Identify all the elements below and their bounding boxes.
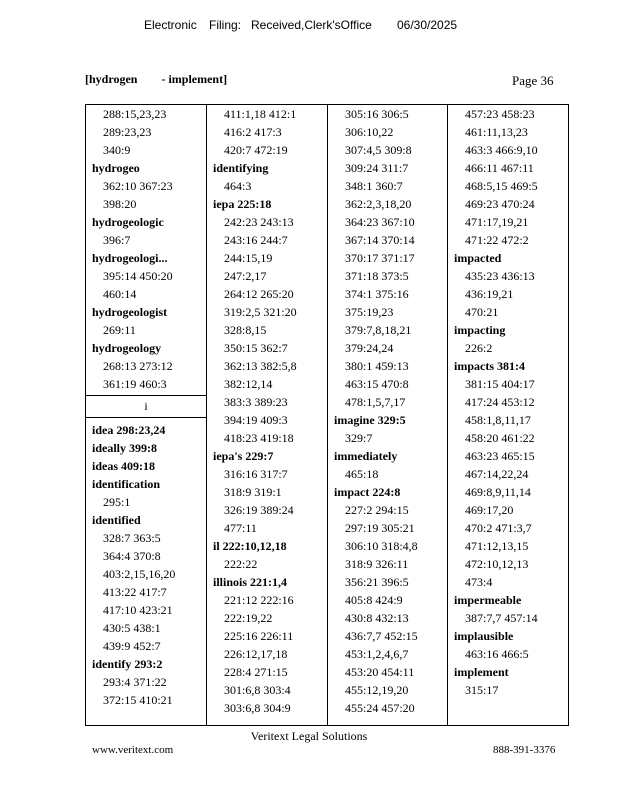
page-line-reference: 403:2,15,16,20	[103, 567, 176, 581]
page-line-reference: 435:23 436:13	[465, 269, 535, 283]
page-line-reference: 430:8 432:13	[345, 611, 409, 625]
page-number: Page 36	[512, 73, 554, 88]
page-line-reference: 289:23,23	[103, 125, 152, 139]
page-line-reference: 364:4 370:8	[103, 549, 161, 563]
index-term: impacts 381:4	[454, 359, 525, 373]
word-index-table	[85, 104, 569, 726]
page-line-reference: 228:4 271:15	[224, 665, 288, 679]
page-line-reference: 469:8,9,11,14	[465, 485, 531, 499]
page-line-reference: 463:3 466:9,10	[465, 143, 538, 157]
page-line-reference: 264:12 265:20	[224, 287, 294, 301]
page-line-reference: 439:9 452:7	[103, 639, 161, 653]
index-term: iepa 225:18	[213, 197, 272, 211]
page-line-reference: 301:6,8 303:4	[224, 683, 291, 697]
page-line-reference: 329:7	[345, 431, 373, 445]
page-line-reference: 382:12,14	[224, 377, 273, 391]
page-line-reference: 472:10,12,13	[465, 557, 529, 571]
page-line-reference: 469:23 470:24	[465, 197, 535, 211]
page-line-reference: 364:23 367:10	[345, 215, 415, 229]
page-line-reference: 468:5,15 469:5	[465, 179, 538, 193]
page-line-reference: 467:14,22,24	[465, 467, 529, 481]
page-line-reference: 243:16 244:7	[224, 233, 288, 247]
page-line-reference: 306:10,22	[345, 125, 394, 139]
page-line-reference: 417:24 453:12	[465, 395, 535, 409]
page-line-reference: 471:22 472:2	[465, 233, 529, 247]
page-line-reference: 247:2,17	[224, 269, 267, 283]
page-line-reference: 361:19 460:3	[103, 377, 167, 391]
page-line-reference: 380:1 459:13	[345, 359, 409, 373]
page-line-reference: 328:7 363:5	[103, 531, 161, 545]
page-line-reference: 469:17,20	[465, 503, 514, 517]
index-term: identification	[92, 477, 160, 491]
index-column-1	[86, 105, 206, 725]
index-term: impermeable	[454, 593, 522, 607]
page-line-reference: 318:9 319:1	[224, 485, 282, 499]
page-line-reference: 381:15 404:17	[465, 377, 535, 391]
page-line-reference: 394:19 409:3	[224, 413, 288, 427]
page-line-reference: 315:17	[465, 683, 499, 697]
page-line-reference: 478:1,5,7,17	[345, 395, 406, 409]
stamp-electronic: Electronic	[144, 18, 197, 32]
index-term: identifying	[213, 161, 269, 175]
page-line-reference: 416:2 417:3	[224, 125, 282, 139]
page-line-reference: 464:3	[224, 179, 252, 193]
index-term: identify 293:2	[92, 657, 163, 671]
footer-phone: 888-391-3376	[493, 744, 556, 756]
page-line-reference: 436:7,7 452:15	[345, 629, 418, 643]
page-line-reference: 461:11,13,23	[465, 125, 528, 139]
page-line-reference: 362:10 367:23	[103, 179, 173, 193]
index-column-3	[327, 105, 447, 725]
page-line-reference: 463:16 466:5	[465, 647, 529, 661]
page-line-reference: 466:11 467:11	[465, 161, 534, 175]
page-line-reference: 463:15 470:8	[345, 377, 409, 391]
page-line-reference: 430:5 438:1	[103, 621, 161, 635]
footer-website: www.veritext.com	[92, 744, 174, 756]
index-term: impacting	[454, 323, 506, 337]
page-line-reference: 418:23 419:18	[224, 431, 294, 445]
page-line-reference: 319:2,5 321:20	[224, 305, 297, 319]
page-line-reference: 225:16 226:11	[224, 629, 294, 643]
index-term: imagine 329:5	[334, 413, 406, 427]
page-line-reference: 379:7,8,18,21	[345, 323, 412, 337]
page-line-reference: 222:19,22	[224, 611, 273, 625]
page-line-reference: 318:9 326:11	[345, 557, 409, 571]
page-line-reference: 370:17 371:17	[345, 251, 415, 265]
page-line-reference: 411:1,18 412:1	[224, 107, 297, 121]
page-line-reference: 374:1 375:16	[345, 287, 409, 301]
index-term: hydrogeo	[92, 161, 140, 175]
page-line-reference: 367:14 370:14	[345, 233, 415, 247]
page-line-reference: 458:1,8,11,17	[465, 413, 531, 427]
page-line-reference: 293:4 371:22	[103, 675, 167, 689]
index-term: ideally 399:8	[92, 441, 157, 455]
index-term: hydrogeologic	[92, 215, 164, 229]
page-line-reference: 242:23 243:13	[224, 215, 294, 229]
index-term: hydrogeologist	[92, 305, 168, 319]
page-line-reference: 453:1,2,4,6,7	[345, 647, 409, 661]
stamp-date: 06/30/2025	[397, 18, 458, 32]
page-line-reference: 306:10 318:4,8	[345, 539, 418, 553]
page-line-reference: 221:12 222:16	[224, 593, 294, 607]
section-letter: i	[86, 395, 206, 418]
page-line-reference: 460:14	[103, 287, 137, 301]
index-term: idea 298:23,24	[92, 423, 166, 437]
page-line-reference: 473:4	[465, 575, 493, 589]
stamp-filing: Filing:	[209, 18, 242, 32]
page-line-reference: 269:11	[103, 323, 136, 337]
page-line-reference: 362:13 382:5,8	[224, 359, 297, 373]
index-term: implausible	[454, 629, 514, 643]
page-line-reference: 226:2	[465, 341, 493, 355]
page-line-reference: 375:19,23	[345, 305, 394, 319]
index-term: implement	[454, 665, 509, 679]
page-line-reference: 455:24 457:20	[345, 701, 415, 715]
page-line-reference: 288:15,23,23	[103, 107, 167, 121]
page-line-reference: 326:19 389:24	[224, 503, 294, 517]
page-line-reference: 372:15 410:21	[103, 693, 173, 707]
page-line-reference: 362:2,3,18,20	[345, 197, 412, 211]
page-line-reference: 396:7	[103, 233, 131, 247]
page-line-reference: 387:7,7 457:14	[465, 611, 538, 625]
page-line-reference: 303:6,8 304:9	[224, 701, 291, 715]
page-line-reference: 398:20	[103, 197, 137, 211]
page-line-reference: 309:24 311:7	[345, 161, 409, 175]
index-term: illinois 221:1,4	[213, 575, 288, 589]
electronic-filing-stamp	[0, 18, 618, 38]
page-line-reference: 328:8,15	[224, 323, 267, 337]
page-line-reference: 436:19,21	[465, 287, 514, 301]
page-line-reference: 297:19 305:21	[345, 521, 415, 535]
page-line-reference: 222:22	[224, 557, 258, 571]
index-term: il 222:10,12,18	[213, 539, 287, 553]
footer-company: Veritext Legal Solutions	[250, 729, 368, 743]
stamp-received: Received,Clerk'sOffice	[251, 18, 372, 32]
page-line-reference: 420:7 472:19	[224, 143, 288, 157]
page-line-reference: 340:9	[103, 143, 131, 157]
page-line-reference: 307:4,5 309:8	[345, 143, 412, 157]
page-line-reference: 226:12,17,18	[224, 647, 288, 661]
index-term: impact 224:8	[334, 485, 401, 499]
page-line-reference: 457:23 458:23	[465, 107, 535, 121]
page-line-reference: 471:12,13,15	[465, 539, 529, 553]
index-column-2	[206, 105, 327, 725]
page-line-reference: 350:15 362:7	[224, 341, 288, 355]
page-line-reference: 305:16 306:5	[345, 107, 409, 121]
page-line-reference: 477:11	[224, 521, 257, 535]
page-line-reference: 227:2 294:15	[345, 503, 409, 517]
page-line-reference: 413:22 417:7	[103, 585, 167, 599]
page-line-reference: 356:21 396:5	[345, 575, 409, 589]
index-range-header: [hydrogen - implement]	[85, 72, 228, 86]
index-term: hydrogeologi...	[92, 251, 168, 265]
page-line-reference: 383:3 389:23	[224, 395, 288, 409]
page-line-reference: 371:18 373:5	[345, 269, 409, 283]
index-term: identified	[92, 513, 141, 527]
page-line-reference: 395:14 450:20	[103, 269, 173, 283]
index-term: ideas 409:18	[92, 459, 155, 473]
index-term: immediately	[334, 449, 398, 463]
page-line-reference: 453:20 454:11	[345, 665, 415, 679]
page-line-reference: 463:23 465:15	[465, 449, 535, 463]
page-line-reference: 379:24,24	[345, 341, 394, 355]
index-term: impacted	[454, 251, 502, 265]
index-term: hydrogeology	[92, 341, 162, 355]
page-line-reference: 244:15,19	[224, 251, 273, 265]
page-line-reference: 465:18	[345, 467, 379, 481]
page-line-reference: 295:1	[103, 495, 131, 509]
page-line-reference: 417:10 423:21	[103, 603, 173, 617]
page-line-reference: 455:12,19,20	[345, 683, 409, 697]
page-line-reference: 316:16 317:7	[224, 467, 288, 481]
page-line-reference: 471:17,19,21	[465, 215, 529, 229]
page-line-reference: 458:20 461:22	[465, 431, 535, 445]
page-line-reference: 405:8 424:9	[345, 593, 403, 607]
page-line-reference: 268:13 273:12	[103, 359, 173, 373]
page-line-reference: 470:21	[465, 305, 499, 319]
page-line-reference: 348:1 360:7	[345, 179, 403, 193]
index-column-4	[447, 105, 568, 725]
page-line-reference: 470:2 471:3,7	[465, 521, 532, 535]
index-term: iepa's 229:7	[213, 449, 274, 463]
